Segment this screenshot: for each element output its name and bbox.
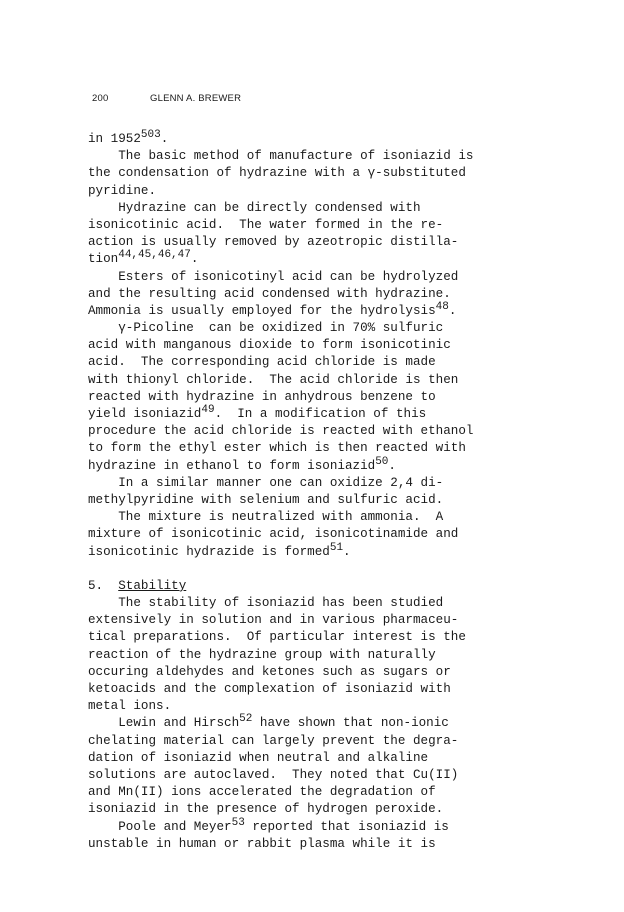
line-text: with thionyl chloride. The acid chloride is then — [88, 372, 459, 387]
text-line — [88, 131, 558, 148]
section-gap — [88, 561, 558, 578]
line-text-after: . — [343, 544, 351, 559]
text-line — [88, 681, 558, 698]
line-text: Lewin and Hirsch — [88, 716, 240, 731]
text-line — [88, 733, 558, 750]
line-text: Hydrazine can be directly condensed with — [88, 200, 421, 215]
citation-superscript: 49 — [201, 404, 215, 416]
line-text: reaction of the hydrazine group with naturally — [88, 647, 436, 662]
text-line — [88, 612, 558, 629]
text-line — [88, 629, 558, 646]
line-text-after: . — [448, 303, 457, 318]
running-head-author: GLENN A. BREWER — [150, 93, 242, 104]
line-text: metal ions. — [88, 699, 172, 714]
text-line — [88, 767, 558, 784]
line-text: procedure the acid chloride is reacted with ethanol — [88, 424, 474, 439]
line-text: The stability of isoniazid has been studied — [88, 596, 444, 611]
line-text-after: . — [160, 132, 169, 146]
text-line — [88, 784, 558, 801]
text-line — [88, 354, 558, 371]
text-line — [88, 750, 558, 767]
text-line — [88, 372, 558, 389]
line-text: ketoacids and the complexation of isoniazid with — [88, 682, 451, 696]
text-line — [88, 509, 558, 526]
text-line — [88, 183, 558, 200]
text-line — [88, 647, 558, 664]
citation-superscript: 53 — [231, 816, 245, 829]
line-text: The mixture is neutralized with ammonia. A — [88, 510, 444, 525]
line-text: γ-Picoline can be oxidized in 70% sulfuric — [88, 321, 444, 336]
line-text: solutions are autoclaved. They noted that Cu(II) — [88, 767, 459, 782]
line-text: extensively in solution and in various pharmaceu- — [88, 613, 459, 628]
line-text: isonicotinic acid. The water formed in the re- — [88, 217, 444, 232]
line-text: yield isoniazid — [88, 407, 202, 421]
line-text: tical preparations. Of particular interest is the — [88, 630, 466, 645]
line-text-after: have shown that non-ionic — [252, 716, 449, 731]
line-text: methylpyridine with selenium and sulfuric acid. — [88, 492, 444, 507]
text-line — [88, 455, 558, 475]
citation-superscript: 51 — [329, 541, 344, 554]
line-text-after: reported that isoniazid is — [244, 819, 449, 834]
section-heading — [88, 578, 558, 595]
line-text: action is usually removed by azeotropic distilla- — [88, 235, 459, 250]
line-text: the condensation of hydrazine with a γ-substituted — [88, 166, 466, 181]
line-text: Esters of isonicotinyl acid can be hydrolyzed — [88, 269, 459, 284]
text-line — [88, 836, 558, 853]
line-text: pyridine. — [88, 183, 157, 198]
text-line — [88, 816, 558, 836]
text-line — [88, 698, 558, 715]
text-line — [88, 541, 558, 561]
text-line — [88, 337, 558, 354]
line-text: and the resulting acid condensed with hydrazine. — [88, 286, 451, 301]
line-text: unstable in human or rabbit plasma while it is — [88, 836, 436, 851]
line-text: reacted with hydrazine in anhydrous benzene to — [88, 389, 436, 404]
line-text: acid. The corresponding acid chloride is made — [88, 355, 436, 370]
line-text: In a similar manner one can oxidize 2,4 di- — [88, 475, 444, 490]
line-text: hydrazine in ethanol to form isoniazid — [88, 458, 376, 473]
line-text: acid with manganous dioxide to form isonicotinic — [88, 338, 451, 353]
line-text: tion — [88, 252, 119, 267]
line-text: in 1952 — [88, 132, 141, 146]
text-line — [88, 389, 558, 406]
text-line — [88, 406, 558, 423]
line-text: isonicotinic hydrazide is formed — [88, 544, 330, 559]
line-text: to form the ethyl ester which is then reacted with — [88, 441, 466, 456]
text-line — [88, 715, 558, 732]
citation-superscript: 50 — [375, 455, 389, 468]
page-number: 200 — [92, 93, 109, 104]
text-line — [88, 475, 558, 492]
section-title: Stability — [118, 578, 187, 593]
line-text-after: . — [190, 252, 199, 267]
line-text: mixture of isonicotinic acid, isonicotinamide and — [88, 527, 459, 542]
text-line — [88, 165, 558, 182]
body-text — [88, 131, 558, 853]
text-line — [88, 595, 558, 612]
text-line — [88, 423, 558, 440]
text-line — [88, 200, 558, 217]
line-text: Poole and Meyer — [88, 819, 232, 834]
text-line — [88, 320, 558, 337]
text-line — [88, 300, 558, 320]
text-line — [88, 269, 558, 286]
text-line — [88, 440, 558, 457]
text-line — [88, 217, 558, 234]
citation-superscript: 503 — [140, 129, 161, 141]
line-text: isoniazid in the presence of hydrogen peroxide. — [88, 802, 444, 817]
line-text: occuring aldehydes and ketones such as sugars or — [88, 664, 451, 679]
citation-superscript: 48 — [435, 300, 449, 313]
line-text: and Mn(II) ions accelerated the degradation of — [88, 785, 436, 800]
text-line — [88, 148, 558, 165]
citation-superscript: 44,45,46,47 — [118, 249, 191, 262]
text-line — [88, 664, 558, 681]
line-text-after: . In a modification of this — [214, 407, 427, 421]
text-line — [88, 286, 558, 303]
line-text: Ammonia is usually employed for the hydrolysis — [88, 303, 436, 318]
text-line — [88, 251, 558, 268]
line-text: chelating material can largely prevent the degra- — [88, 733, 459, 748]
line-text: The basic method of manufacture of isoniazid is — [88, 149, 474, 164]
line-text: 5. — [88, 578, 119, 593]
text-line — [88, 801, 558, 818]
line-text: dation of isoniazid when neutral and alkaline — [88, 750, 429, 765]
text-line — [88, 526, 558, 543]
citation-superscript: 52 — [239, 713, 253, 726]
running-header — [92, 93, 241, 104]
line-text-after: . — [388, 458, 396, 473]
text-line — [88, 492, 558, 509]
